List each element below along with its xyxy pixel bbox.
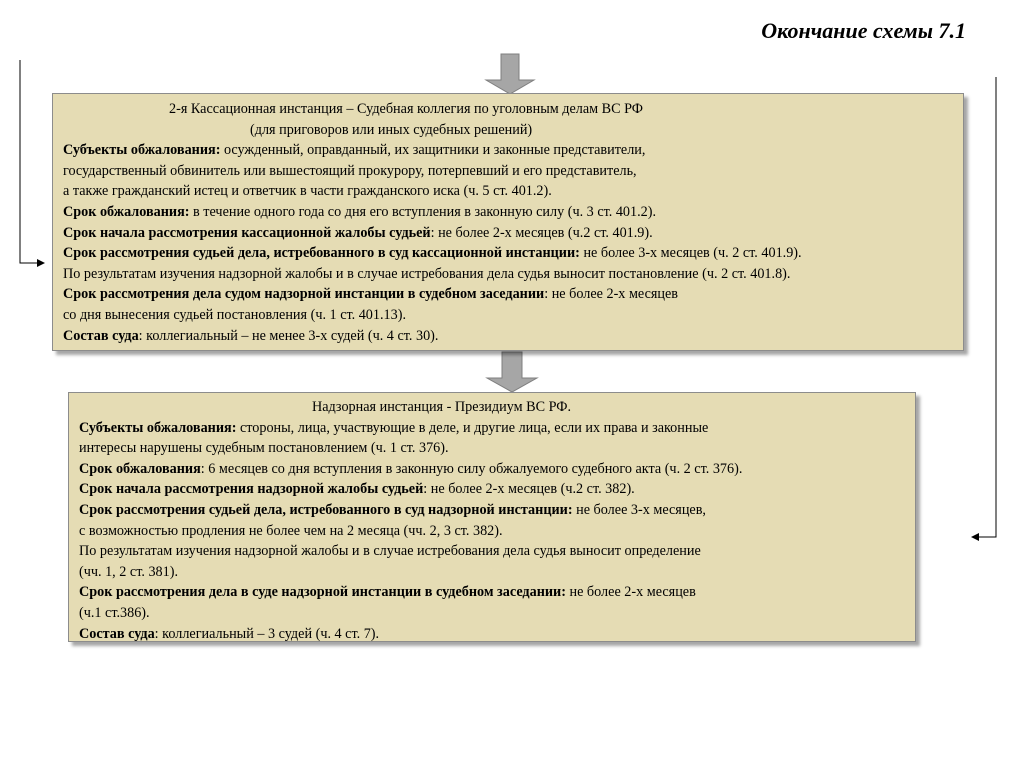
cassation-subjects-text: осужденный, оправданный, их защитники и законные представители, [220, 142, 646, 159]
cassation-court-label: Состав суда [63, 327, 139, 344]
down-arrow-icon-middle [487, 352, 537, 392]
cassation-subjects-line2: государственный обвинитель или вышестоящий прокурору, потерпевший и его представитель, [63, 162, 637, 179]
supervisory-subjects-line2: интересы нарушены судебным постановлением (ч. 1 ст. 376). [79, 440, 449, 457]
right-connector-line [978, 77, 996, 537]
supervisory-term-label: Срок обжалования [79, 460, 201, 477]
left-connector-line [20, 60, 38, 263]
supervisory-start [79, 479, 907, 500]
cassation-review-text: не более 3-х месяцев (ч. 2 ст. 401.9). [579, 245, 802, 262]
cassation-hearing-line2: со дня вынесения судьей постановления (ч. 1 ст. 401.13). [63, 306, 406, 323]
cassation-subjects [63, 140, 955, 161]
right-arrowhead-icon [971, 533, 979, 541]
supervisory-hearing-line2: (ч.1 ст.386). [79, 604, 150, 621]
supervisory-start-text: : не более 2-х месяцев (ч.2 ст. 382). [423, 481, 635, 498]
cassation-subheader: (для приговоров или иных судебных решений) [250, 121, 533, 138]
supervisory-review-label: Срок рассмотрения судьей дела, истребованного в суд надзорной инстанции: [79, 501, 573, 518]
cassation-hearing-label: Срок рассмотрения дела судом надзорной инстанции в судебном заседании [63, 286, 545, 303]
cassation-hearing [63, 284, 955, 305]
cassation-header: 2-я Кассационная инстанция – Судебная коллегия по уголовным делам ВС РФ [169, 101, 643, 117]
supervisory-term-text: : 6 месяцев со дня вступления в законную силу обжалуемого судебного акта (ч. 2 ст. 376). [200, 460, 743, 477]
supervisory-court [79, 624, 907, 645]
cassation-start-label: Срок начала рассмотрения кассационной жалобы судьей [63, 224, 431, 241]
supervisory-review-line2: с возможностью продления не более чем на 2 месяца (чч. 2, 3 ст. 382). [79, 522, 503, 539]
supervisory-term [79, 459, 907, 480]
supervisory-header: Надзорная инстанция - Президиум ВС РФ. [312, 399, 572, 415]
supervisory-subjects [79, 418, 907, 439]
cassation-subjects-label: Субъекты обжалования: [63, 142, 221, 159]
cassation-term-text: в течение одного года со дня его вступления в законную силу (ч. 3 ст. 401.2). [189, 203, 657, 220]
left-arrowhead-icon [37, 259, 45, 267]
cassation-result: По результатам изучения надзорной жалобы и в случае истребования дела судья выносит постановление (ч. 2 ст. 401.8). [63, 265, 791, 282]
scheme-title: Окончание схемы 7.1 [761, 18, 966, 43]
supervisory-court-text: : коллегиальный – 3 судей (ч. 4 ст. 7). [154, 625, 380, 642]
supervisory-subjects-label: Субъекты обжалования: [79, 419, 237, 436]
supervisory-result-line2: (чч. 1, 2 ст. 381). [79, 563, 178, 580]
cassation-hearing-text: : не более 2-х месяцев [544, 286, 678, 303]
cassation-review [63, 243, 955, 264]
supervisory-review-text: не более 3-х месяцев, [572, 501, 706, 518]
supervisory-subjects-text: стороны, лица, участвующие в деле, и другие лица, если их права и законные [236, 419, 709, 436]
cassation-court [63, 326, 955, 347]
cassation-review-label: Срок рассмотрения судьей дела, истребованного в суд кассационной инстанции: [63, 245, 580, 262]
cassation-start-text: : не более 2-х месяцев (ч.2 ст. 401.9). [430, 224, 653, 241]
supervisory-hearing-text: не более 2-х месяцев [565, 584, 696, 601]
cassation-start [63, 223, 955, 244]
supervisory-hearing-label: Срок рассмотрения дела в суде надзорной инстанции в судебном заседании: [79, 584, 566, 601]
cassation-box [52, 93, 964, 351]
cassation-term [63, 202, 955, 223]
supervisory-court-label: Состав суда [79, 625, 155, 642]
down-arrow-icon-top [486, 54, 534, 94]
supervisory-review [79, 500, 907, 521]
supervisory-box [68, 392, 916, 642]
supervisory-result: По результатам изучения надзорной жалобы и в случае истребования дела судья выносит определение [79, 543, 701, 560]
cassation-court-text: : коллегиальный – не менее 3-х судей (ч. 4 ст. 30). [138, 327, 439, 344]
supervisory-start-label: Срок начала рассмотрения надзорной жалобы судьей [79, 481, 424, 498]
cassation-term-label: Срок обжалования: [63, 203, 190, 220]
cassation-subjects-line3: а также гражданский истец и ответчик в части гражданского иска (ч. 5 ст. 401.2). [63, 183, 552, 200]
supervisory-hearing [79, 582, 907, 603]
